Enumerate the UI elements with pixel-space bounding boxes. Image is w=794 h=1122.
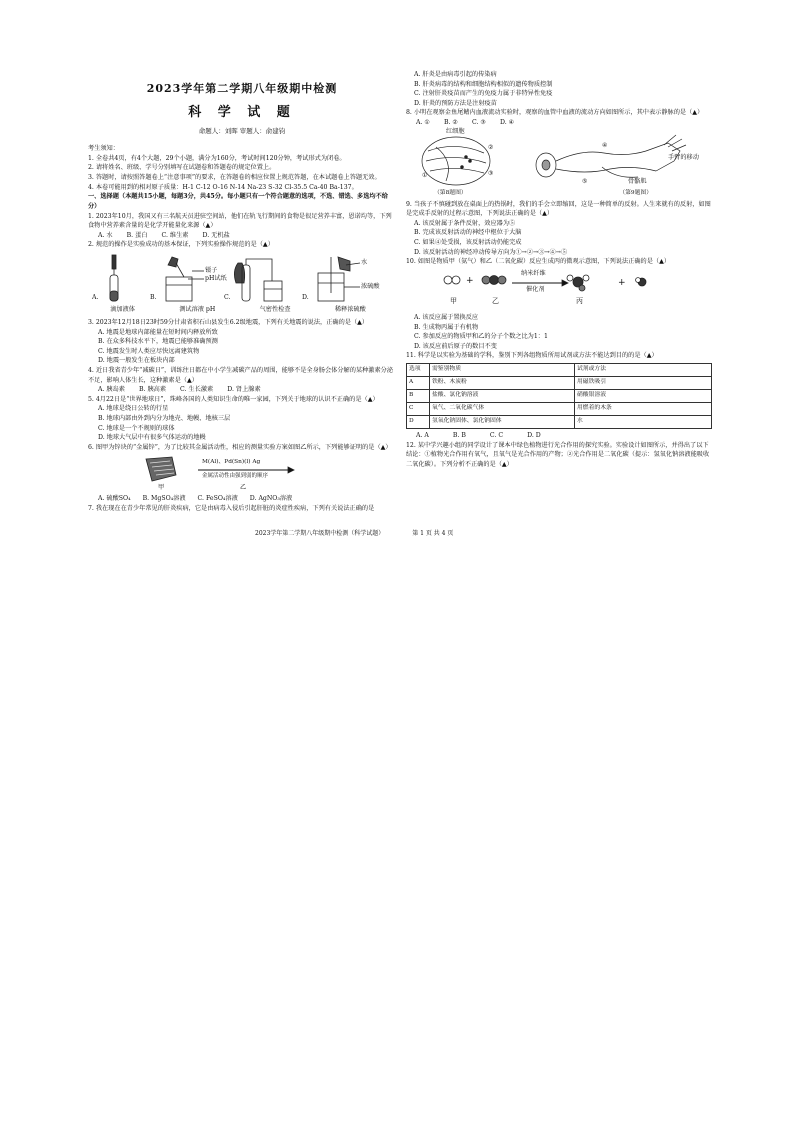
page-footer (255, 528, 453, 537)
q9-label-muscle: 骨骼肌 (628, 177, 647, 185)
option: D. 肾上腺素 (227, 386, 261, 394)
q9-mark: ⑤ (582, 177, 588, 185)
q4-text: 4. 近日我省青少年“减碳日”，训练往日都在中小学生减碳产品的周围，能够不是全身肠会体分解的某种激素分泌不足，影响人体生长，这种激素是（▲） (88, 367, 394, 384)
table-row (407, 415, 712, 428)
q10-arrow-bottom: 催化剂 (526, 285, 545, 293)
option: A. 该反射属于条件反射，效应器为⑤ (414, 219, 516, 227)
page-title: 2023学年第二学期八年级期中检测 (146, 82, 338, 95)
table-cell: 硝酸银溶液 (575, 389, 712, 402)
q11-text: 11. 科学是以实验为基础的学科，鉴别下列各组物质所用试剂或方法不能达到目的的是（▲） (406, 352, 658, 360)
footer-page-number: 第 1 页 共 4 页 (412, 530, 454, 537)
option: B. 完成该反射活动的神经中枢位于大脑 (414, 229, 522, 237)
q1-text: 1. 2023年10月，我国又有三名航天员进驻空间站，他们在轨飞行期间的食物是很足营养丰富，恩诺均等，下列食物中营养素含量的是化学开能量化来源（▲） (88, 212, 392, 230)
option: B. 地球内部由外到内分为地壳、地幔、地核三层 (98, 415, 231, 423)
notice-item: 4. 本卷可能用到的相对原子质量：H-1 C-12 O-16 N-14 Na-23 S-32 Cl-35.5 Ca-40 Ba-137。 (88, 183, 358, 191)
q2-label-a: A. (92, 293, 99, 301)
q2-text: 2. 规范的操作是实验成功的基本保证，下列实验操作规范的是（▲） (88, 241, 274, 249)
q6-text: 6. 图甲为锌块的“金属锌”，为了比较其金属活动性，相应的测量实验方案如图乙所示，下列能够证明的是（▲） (88, 443, 392, 451)
option: D. 该反射活动的神经冲动传导方向为①→②→③→④→⑤ (414, 248, 568, 256)
table-cell: 用燃着的木条 (575, 402, 712, 415)
q9-mark: ④ (602, 141, 608, 149)
table-cell: C (407, 402, 430, 415)
q8-caption: （第8题图） (434, 189, 467, 196)
table-cell: B (407, 389, 430, 402)
q10-species: 丙 (576, 296, 583, 305)
section1-heading: 一、选择题（本题共15小题，每题3分，共45分。每小题只有一个符合题意的选项，不选、错选、多选均不给分） (88, 193, 388, 210)
q12-text: 12. 某中学兴趣小组的同学设计了课本中绿色植物进行光合作用的探究实验。实验设计如图所示，并得出了以下结论：①植物光合作用有氧气，且氧气是光合作用的产物；②光合作用是二氧化碳（提示：氢氧化钠溶液能吸收二氧化碳）。下列分析不正确的是（▲） (406, 441, 710, 468)
q6-figure (88, 455, 396, 491)
option: D. AgNO₃溶液 (249, 495, 293, 503)
option: A. A (416, 431, 429, 439)
q10-species: 甲 (450, 296, 457, 305)
option: C. 地震发生时人类应尽快远离建筑物 (98, 347, 200, 355)
q10-species: 乙 (492, 296, 499, 305)
q10-arrow-top: 纳米纤维 (521, 269, 546, 277)
q2-caption: 测试溶液 pH (179, 305, 216, 313)
q4-options (98, 385, 396, 395)
notice-item: 1. 全卷共4页，有4个大题，29个小题，满分为160分，考试时间120分钟，考试形式为闭卷。 (88, 154, 346, 162)
right-column (406, 70, 712, 469)
option: B. ② (443, 119, 458, 127)
option: D. ④ (499, 119, 515, 127)
table-cell: 用磁铁吸引 (575, 376, 712, 389)
q10-text: 10. 如图是物质甲（氨气）和乙（二氧化碳）反应生成丙的微观示意图，下列说法正确的是（▲） (406, 258, 671, 266)
option: C. 生长激素 (180, 386, 214, 394)
option: A. 该反应属于置换反应 (414, 313, 479, 321)
option: D. 该反应前后原子的数目不变 (414, 342, 497, 350)
q3-text: 3. 2023年12月18日23时59分甘肃省积石山县发生6.2级地震，下列有关地震的说法，正确的是（▲） (88, 318, 369, 326)
q2-annotation: 镊子 (205, 266, 218, 274)
option: B. 蛋白 (126, 231, 148, 239)
q6-fig-label: 乙 (240, 484, 247, 492)
q9-mark: ③ (488, 169, 494, 177)
option: C. C (489, 431, 504, 439)
option: D. 肝炎的预防方法是注射疫苗 (414, 99, 497, 107)
option: A. 肝炎是由病毒引起的传染病 (414, 71, 497, 78)
option: B. 生成物丙属于有机物 (414, 323, 479, 331)
svg-text:+: + (466, 275, 474, 286)
q6-reaction-bottom: 金属活动性由强到弱的顺序 (202, 473, 269, 480)
q8-q9-figure (406, 127, 712, 197)
option: A. 地震是地球内部能量在短时间内释放所致 (98, 328, 218, 336)
footer-title: 2023学年第二学期八年级期中检测（科学试题） (255, 530, 385, 537)
q5-text: 5. 4月22日是“世界地球日”，珠峰各国的人类知识生命的唯一家园，下列关于地球的认识不正确的是（▲） (88, 395, 379, 403)
table-cell: 氢氧化钠固体、氯化钠固体 (430, 415, 575, 428)
svg-text:+: + (618, 277, 626, 288)
option: C. 注射肝炎疫苗而产生的免疫力属于非特异性免疫 (414, 90, 553, 98)
option: B. MgSO₄溶液 (142, 495, 186, 503)
q2-apparatus-drawing (88, 253, 388, 305)
option: A. 水 (98, 231, 113, 239)
q1-options (98, 231, 396, 241)
table-cell: 水 (575, 415, 712, 428)
table-row (407, 376, 712, 389)
page-subtitle: 科 学 试 题 (188, 105, 296, 121)
table-header: 需鉴别物质 (430, 363, 575, 376)
left-column (88, 70, 396, 514)
option: B. 在众多科技水平下，地震已能够准确预测 (98, 338, 218, 346)
table-cell: D (407, 415, 430, 428)
table-header: 选项 (407, 363, 430, 376)
q2-caption: 稀释浓硫酸 (334, 305, 366, 313)
option: D. 地球大气层中有很多气体运动的地幔 (98, 434, 206, 442)
option: C. 参加反应的物质甲和乙的分子个数之比为1：1 (414, 333, 548, 341)
notice-item: 3. 答题时，请按照答题卷上“注意事项”的要求，在答题卷的相应位置上规范答题，在本试题卷上答题无效。 (88, 174, 381, 182)
q11-table (406, 363, 712, 429)
table-row (407, 402, 712, 415)
option: A. 硫酸SO₄ (98, 495, 131, 503)
q2-label-b: B. (150, 293, 157, 301)
q8-q9-captions (406, 189, 718, 198)
option: C. 如果④处受损，该反射活动仍能完成 (414, 239, 522, 247)
table-cell: A (407, 376, 430, 389)
option: C. FeSO₄溶液 (197, 495, 238, 503)
q2-caption: 气密性检查 (259, 305, 291, 313)
option: D. D (527, 431, 541, 439)
q9-caption: （第9题图） (619, 189, 652, 196)
option: B. 胰高素 (138, 386, 167, 394)
option: B. 肝炎病毒的结构和细胞结构相似的遗传物质控制 (414, 80, 553, 88)
option: C. 地球是一个不规则的球体 (98, 424, 175, 432)
q9-label-move: 手臂的移动 (668, 153, 699, 161)
option: A. 胰岛素 (98, 386, 125, 394)
q2-annotation: 水 (361, 258, 368, 266)
option: A. 地球是绕日公转的行星 (98, 405, 169, 413)
table-row (407, 389, 712, 402)
q6-fig-label: 甲 (158, 484, 165, 492)
q2-captions (88, 305, 388, 315)
option: A. ① (416, 119, 430, 127)
option: C. 维生素 (161, 231, 189, 239)
option: C. ③ (471, 119, 486, 127)
q9-mark: ① (422, 171, 428, 179)
q10-figure (406, 270, 712, 310)
table-header-row (407, 363, 712, 376)
table-header: 试剂或方法 (575, 363, 712, 376)
table-cell: 盐酸、氯化钠溶液 (430, 389, 575, 402)
q2-figure (88, 253, 396, 315)
q6-options (98, 494, 396, 504)
q9-text: 9. 当孩子不慎碰到放在桌面上的热锅时，我们的手会立即缩回，这是一种简单的反射。人生来就有的反射，如图是完成手反射的过程示意图，下列说法正确的是（▲） (406, 200, 711, 218)
q2-annotation: pH试纸 (205, 274, 227, 282)
q2-label-c: C. (224, 293, 231, 301)
table-cell: 氧气、二氧化碳气体 (430, 402, 575, 415)
option: B. B (452, 431, 466, 439)
q9-mark: ② (488, 143, 494, 151)
q2-label-d: D. (302, 293, 309, 301)
q7-text: 7. 我在现在在青少年常见的肝炎疾病，它是由病毒入侵后引起肝脏的炎症性疾病，下列有关说法正确的是 (88, 505, 375, 513)
q6-reaction-top: M(Al)、Pd(Sn)(l) Ag (202, 459, 261, 466)
q8-text: 8. 小明在观察金鱼尾鳍内血液流动实验时，观察的血管中血液的流动方向如图所示，其中表示静脉的是（▲） (406, 109, 704, 117)
option: D. 无机盐 (202, 231, 230, 239)
q2-caption: 滴加液体 (110, 305, 135, 313)
notice-heading: 考生须知： (88, 145, 119, 153)
option: D. 地震一般发生在板块内部 (98, 357, 175, 365)
table-cell: 铁粉、木炭粉 (430, 376, 575, 389)
q2-annotation: 浓硫酸 (361, 282, 380, 290)
q8-q9-drawing (406, 131, 712, 189)
authors-line: 命题人：刘晖 审题人：俞建钧 (198, 127, 286, 136)
notice-item: 2. 请将姓名、班级、学号分别填写在试题卷和答题卷的规定位置上。 (88, 164, 276, 172)
q11-options (416, 431, 712, 441)
q8-label-rbc: 红细胞 (446, 127, 465, 135)
